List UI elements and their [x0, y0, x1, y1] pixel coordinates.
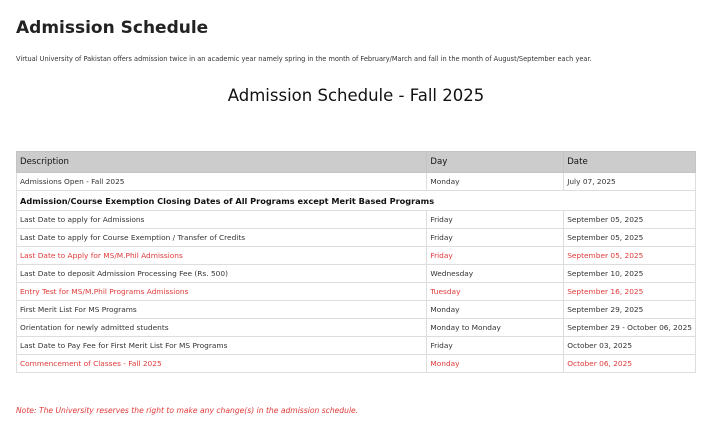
row-day: Friday — [427, 211, 564, 229]
row-date: October 06, 2025 — [564, 355, 696, 373]
row-description: Last Date to deposit Admission Processing Fee (Rs. 500) — [17, 265, 427, 283]
row-description: Last Date to apply for Admissions — [17, 211, 427, 229]
row-date: September 05, 2025 — [564, 211, 696, 229]
row-date: September 16, 2025 — [564, 283, 696, 301]
row-description: Last Date to Apply for MS/M.Phil Admissions — [17, 247, 427, 265]
row-day: Monday — [427, 173, 564, 191]
row-description: Orientation for newly admitted students — [17, 319, 427, 337]
row-description: Commencement of Classes - Fall 2025 — [17, 355, 427, 373]
row-date: September 10, 2025 — [564, 265, 696, 283]
admission-schedule-table — [16, 151, 696, 373]
row-date: October 03, 2025 — [564, 337, 696, 355]
row-description: Admissions Open - Fall 2025 — [17, 173, 427, 191]
table-header-row — [17, 152, 696, 173]
row-description: Last Date to Pay Fee for First Merit List For MS Programs — [17, 337, 427, 355]
table-row — [17, 301, 696, 319]
row-day: Monday to Monday — [427, 319, 564, 337]
row-day: Monday — [427, 301, 564, 319]
row-description: Entry Test for MS/M.Phil Programs Admissions — [17, 283, 427, 301]
row-date: September 05, 2025 — [564, 247, 696, 265]
row-day: Friday — [427, 229, 564, 247]
row-day: Friday — [427, 247, 564, 265]
row-day: Wednesday — [427, 265, 564, 283]
row-date: September 05, 2025 — [564, 229, 696, 247]
table-row-highlighted — [17, 283, 696, 301]
row-description: First Merit List For MS Programs — [17, 301, 427, 319]
table-row — [17, 265, 696, 283]
header-description: Description — [17, 152, 427, 173]
table-row — [17, 173, 696, 191]
table-row — [17, 229, 696, 247]
row-date: July 07, 2025 — [564, 173, 696, 191]
row-date: September 29, 2025 — [564, 301, 696, 319]
row-day: Monday — [427, 355, 564, 373]
row-description: Last Date to apply for Course Exemption / Transfer of Credits — [17, 229, 427, 247]
table-row — [17, 337, 696, 355]
header-date: Date — [564, 152, 696, 173]
row-date: September 29 - October 06, 2025 — [564, 319, 696, 337]
header-day: Day — [427, 152, 564, 173]
schedule-title: Admission Schedule - Fall 2025 — [227, 86, 485, 105]
table-row — [17, 211, 696, 229]
row-day: Friday — [427, 337, 564, 355]
intro-text: Virtual University of Pakistan offers admission twice in an academic year namely spring in the month of February/March and fall in the month of August/September each year. — [16, 55, 592, 63]
section-row — [17, 191, 696, 211]
disclaimer-note: Note: The University reserves the right to make any change(s) in the admission schedule. — [16, 406, 359, 415]
table-row-highlighted — [17, 355, 696, 373]
row-day: Tuesday — [427, 283, 564, 301]
section-heading: Admission/Course Exemption Closing Dates of All Programs except Merit Based Programs — [17, 191, 696, 211]
page-heading: Admission Schedule — [16, 18, 209, 38]
table-row-highlighted — [17, 247, 696, 265]
table-row — [17, 319, 696, 337]
